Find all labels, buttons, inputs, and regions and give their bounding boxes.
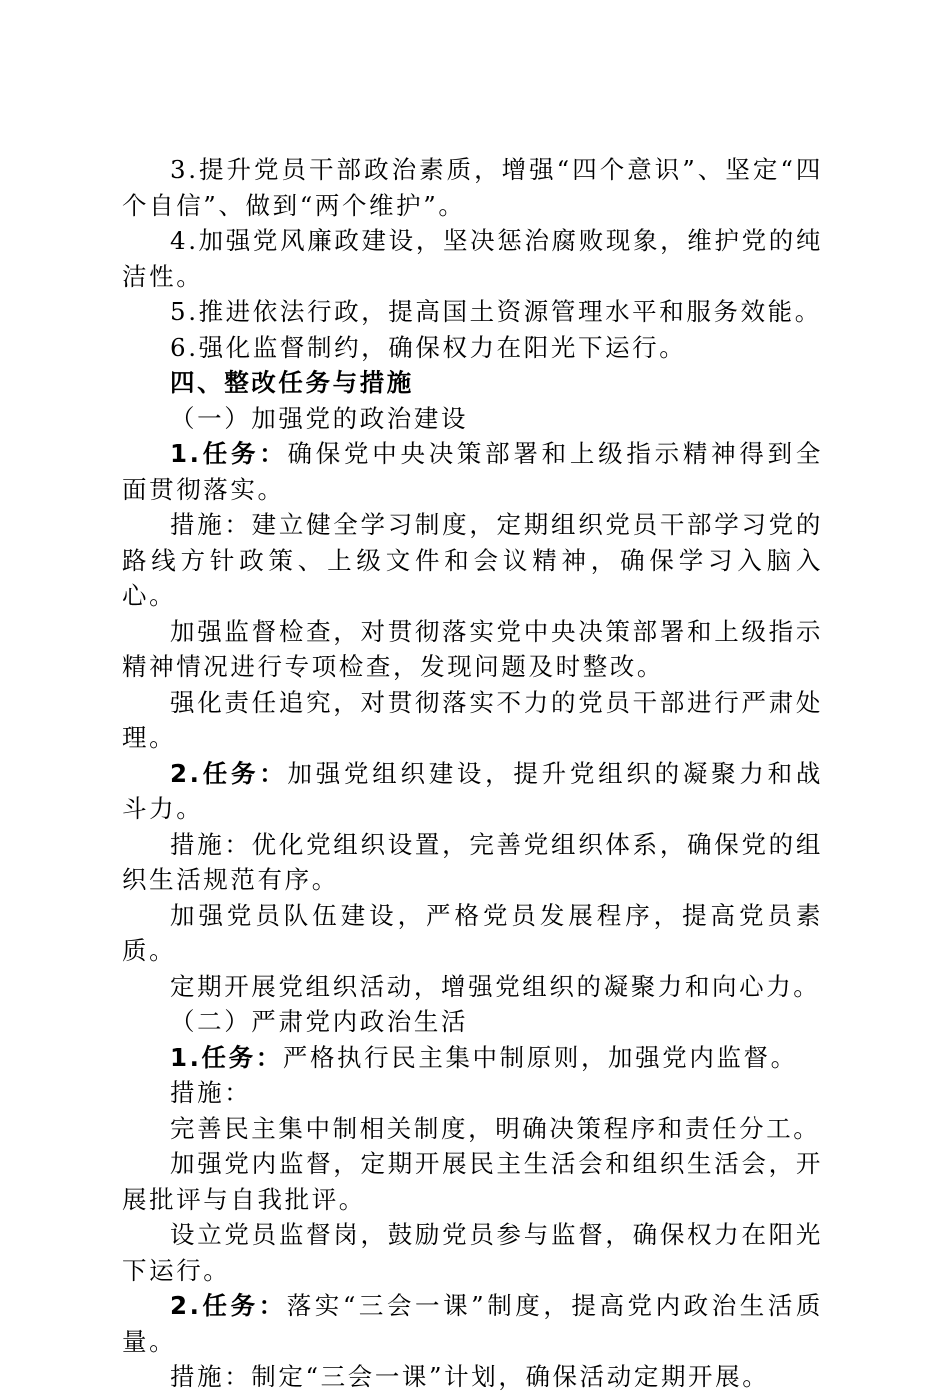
measure-7: 措施： — [170, 1078, 252, 1107]
subsection-heading-2: （二）严肃党内政治生活 — [170, 1007, 469, 1036]
measure-5: 加强党员队伍建设，严格党员发展程序，提高党员素质。 — [122, 900, 823, 965]
subsection-heading-1: （一）加强党的政治建设 — [170, 403, 469, 433]
task-2-2 — [122, 1288, 823, 1359]
task-text: 落实“三会一课”制度，提高党内政治生活质量。 — [122, 1291, 823, 1356]
task-label: 2.任务： — [170, 1291, 287, 1320]
measure-1: 措施：建立健全学习制度，定期组织党员干部学习党的路线方针政策、上级文件和会议精神，确保学习入脑入心。 — [122, 510, 823, 610]
measure-11: 措施：制定“三会一课”计划，确保活动定期开展。 — [170, 1362, 770, 1391]
task-label: 2.任务： — [170, 758, 288, 788]
task-text: 确保党中央决策部署和上级指示精神得到全面贯彻落实。 — [122, 439, 823, 504]
measure-9: 加强党内监督，定期开展民主生活会和组织生活会，开展批评与自我批评。 — [122, 1149, 823, 1214]
task-label: 1.任务： — [170, 1042, 283, 1072]
document-body — [122, 152, 823, 1395]
task-label: 1.任务： — [170, 439, 288, 468]
measure-8: 完善民主集中制相关制度，明确决策程序和责任分工。 — [170, 1113, 821, 1143]
goal-3: 3.提升党员干部政治素质，增强“四个意识”、坚定“四个自信”、做到“两个维护”。 — [122, 155, 823, 220]
task-1-2 — [122, 756, 823, 827]
task-1-1 — [122, 436, 823, 507]
task-text: 严格执行民主集中制原则，加强党内监督。 — [282, 1042, 798, 1072]
measure-2: 加强监督检查，对贯彻落实党中央决策部署和上级指示精神情况进行专项检查，发现问题及时整改。 — [122, 616, 823, 681]
task-2-1 — [122, 1040, 823, 1076]
task-text: 加强党组织建设，提升党组织的凝聚力和战斗力。 — [122, 758, 823, 823]
measure-4: 措施：优化党组织设置，完善党组织体系，确保党的组织生活规范有序。 — [122, 829, 823, 894]
section-heading-4: 四、整改任务与措施 — [170, 368, 414, 397]
goal-4: 4.加强党风廉政建设，坚决惩治腐败现象，维护党的纯洁性。 — [122, 226, 823, 291]
goal-5: 5.推进依法行政，提高国土资源管理水平和服务效能。 — [170, 297, 822, 326]
measure-3: 强化责任追究，对贯彻落实不力的党员干部进行严肃处理。 — [122, 687, 823, 752]
goal-6: 6.强化监督制约，确保权力在阳光下运行。 — [170, 332, 687, 362]
measure-6: 定期开展党组织活动，增强党组织的凝聚力和向心力。 — [170, 971, 821, 1001]
measure-10: 设立党员监督岗，鼓励党员参与监督，确保权力在阳光下运行。 — [122, 1220, 823, 1285]
